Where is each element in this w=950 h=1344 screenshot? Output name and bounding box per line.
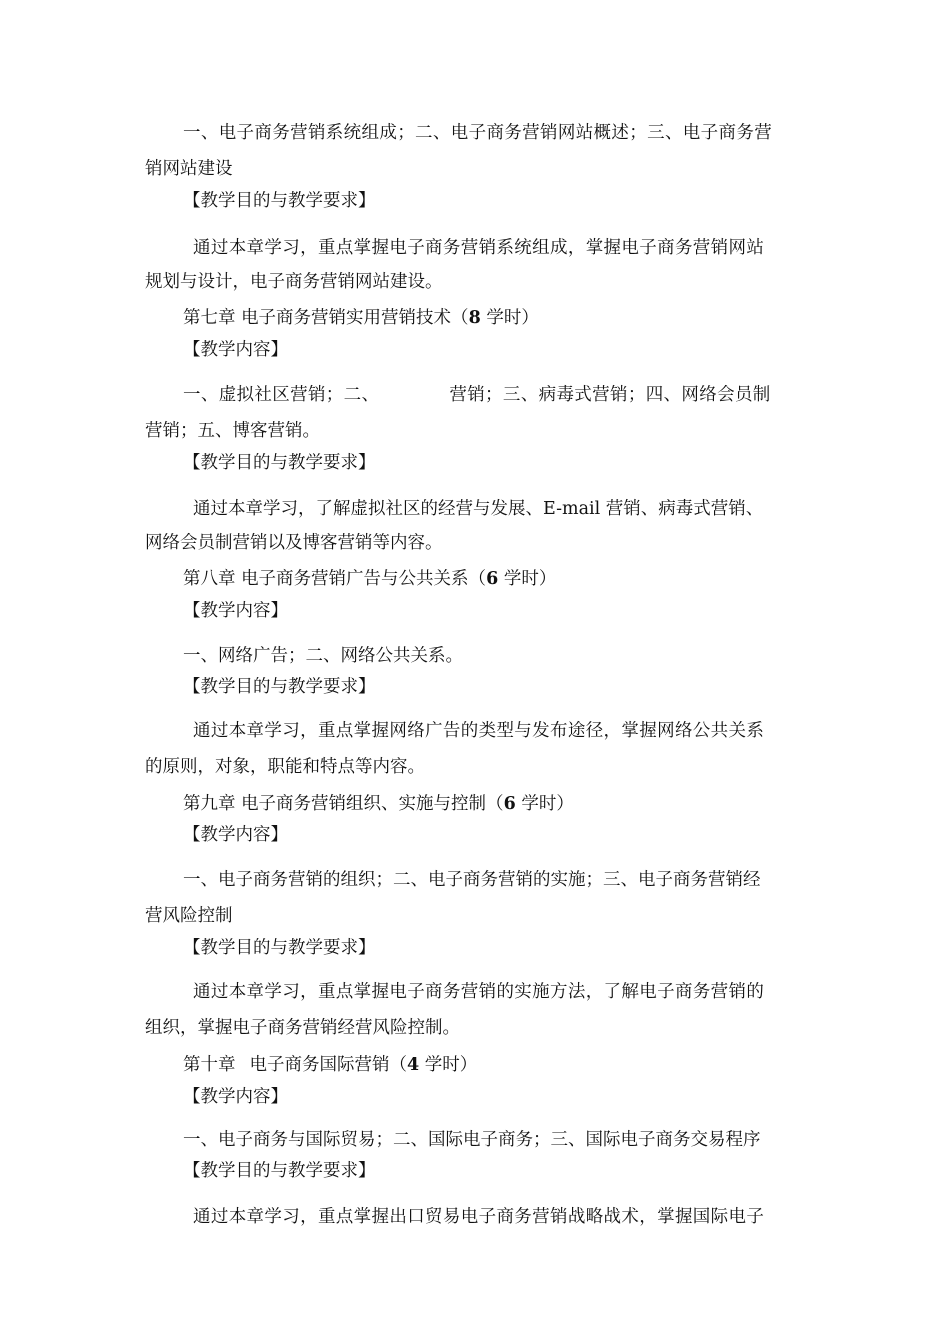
ch6-objectives-line1: 通过本章学习，重点掌握电子商务营销系统组成，掌握电子商务营销网站 [193, 238, 765, 258]
ch8-objectives-heading: 【教学目的与教学要求】 [183, 677, 376, 697]
ch8-objectives-line2: 的原则，对象，职能和特点等内容。 [145, 757, 425, 777]
ch7-content-line2: 营销；五、博客营销。 [145, 421, 320, 441]
ch9-content-heading: 【教学内容】 [183, 825, 288, 845]
ch7-title: 第七章 电子商务营销实用营销技术（8 学时） [183, 308, 539, 328]
ch9-objectives-line2: 组织，掌握电子商务营销经营风险控制。 [145, 1018, 460, 1038]
ch6-objectives-heading: 【教学目的与教学要求】 [183, 191, 376, 211]
ch10-objectives-line1: 通过本章学习，重点掌握出口贸易电子商务营销战略战术，掌握国际电子 [193, 1207, 765, 1227]
ch9-content-line1: 一、电子商务营销的组织；二、电子商务营销的实施；三、电子商务营销经 [183, 870, 761, 890]
ch7-objectives-line1: 通过本章学习，了解虚拟社区的经营与发展、E-mail 营销、病毒式营销、 [193, 499, 764, 519]
ch10-hours: 4 [407, 1055, 420, 1075]
ch7-objectives-heading: 【教学目的与教学要求】 [183, 453, 376, 473]
ch9-content-line2: 营风险控制 [145, 906, 233, 926]
ch7-hours: 8 [468, 308, 481, 328]
ch6-content-line1: 一、电子商务营销系统组成；二、电子商务营销网站概述；三、电子商务营 [183, 123, 773, 143]
ch10-objectives-heading: 【教学目的与教学要求】 [183, 1161, 376, 1181]
ch10-content-line1: 一、电子商务与国际贸易；二、国际电子商务；三、国际电子商务交易程序 [183, 1130, 761, 1150]
ch8-content-heading: 【教学内容】 [183, 601, 288, 621]
ch10-title: 第十章 电子商务国际营销（4 学时） [183, 1055, 478, 1075]
ch6-objectives-line2: 规划与设计，电子商务营销网站建设。 [145, 272, 443, 292]
ch9-title: 第九章 电子商务营销组织、实施与控制（6 学时） [183, 794, 574, 814]
ch8-content-line1: 一、网络广告；二、网络公共关系。 [183, 646, 463, 666]
ch7-content-line1: 一、虚拟社区营销；二、 营销；三、病毒式营销；四、网络会员制 [183, 385, 771, 405]
ch7-objectives-line2: 网络会员制营销以及博客营销等内容。 [145, 533, 443, 553]
ch8-hours: 6 [486, 569, 499, 589]
ch8-title: 第八章 电子商务营销广告与公共关系（6 学时） [183, 569, 557, 589]
ch10-content-heading: 【教学内容】 [183, 1087, 288, 1107]
ch9-objectives-line1: 通过本章学习，重点掌握电子商务营销的实施方法，了解电子商务营销的 [193, 982, 765, 1002]
ch6-content-line2: 销网站建设 [145, 159, 233, 179]
ch8-objectives-line1: 通过本章学习，重点掌握网络广告的类型与发布途径，掌握网络公共关系 [193, 721, 765, 741]
ch7-content-heading: 【教学内容】 [183, 340, 288, 360]
ch9-objectives-heading: 【教学目的与教学要求】 [183, 938, 376, 958]
ch9-hours: 6 [503, 794, 516, 814]
